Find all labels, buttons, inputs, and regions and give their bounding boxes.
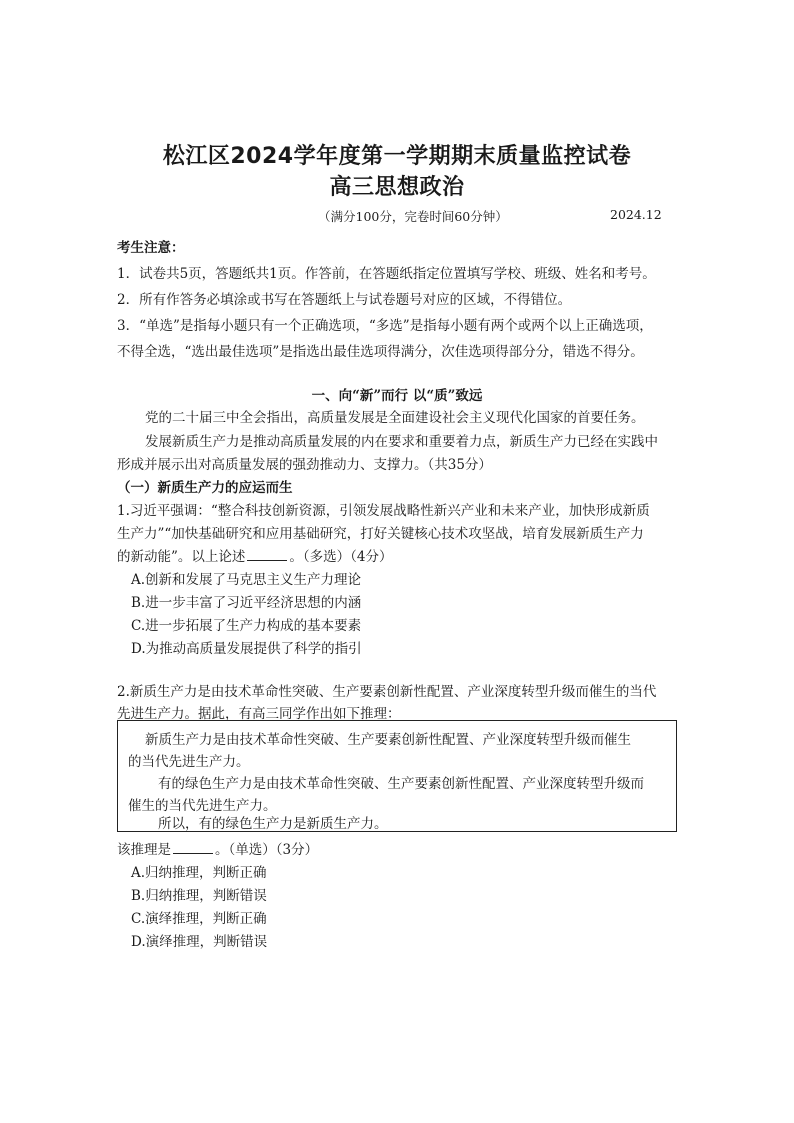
question-1-text: 1.习近平强调：“整合科技创新资源，引领发展战略性新兴产业和未来产业，加快形成新质 [117, 503, 650, 519]
section-intro: 党的二十届三中全会指出，高质量发展是全面建设社会主义现代化国家的首要任务。 [145, 410, 645, 426]
reasoning-line: 所以，有的绿色生产力是新质生产力。 [158, 816, 388, 832]
option-b: B.归纳推理，判断错误 [131, 888, 267, 904]
option-a: A.归纳推理，判断正确 [131, 865, 267, 881]
exam-date: 2024.12 [610, 207, 662, 222]
section-intro: 发展新质生产力是推动高质量发展的内在要求和重要着力点，新质生产力已经在实践中 [145, 434, 658, 450]
exam-subject: 高三思想政治 [329, 175, 465, 200]
question-2-text: 2.新质生产力是由技术革命性突破、生产要素创新性配置、产业深度转型升级而催生的当代 [117, 684, 657, 700]
option-b: B.进一步丰富了习近平经济思想的内涵 [131, 595, 362, 611]
answer-blank [173, 841, 213, 854]
option-d: D.为推动高质量发展提供了科学的指引 [131, 641, 362, 657]
section-intro: 形成并展示出对高质量发展的强劲推动力、支撑力。（共35分） [117, 457, 492, 473]
notice-heading: 考生注意： [117, 240, 185, 256]
option-c: C.演绎推理，判断正确 [131, 911, 267, 927]
answer-blank [247, 548, 287, 561]
question-1-stem: 的新动能”。以上论述 。（多选）（4分） [117, 549, 393, 565]
reasoning-line: 有的绿色生产力是由技术革命性突破、生产要素创新性配置、产业深度转型升级而 [158, 776, 644, 792]
notice-item: 不得全选，“选出最佳选项”是指选出最佳选项得满分，次佳选项得部分分，错选不得分。 [117, 344, 644, 360]
section-title: 一、向“新”而行 以“质”致远 [311, 388, 483, 404]
option-c: C.进一步拓展了生产力构成的基本要素 [131, 618, 362, 634]
score-info: （满分100分，完卷时间60分钟） [318, 209, 508, 224]
option-a: A.创新和发展了马克思主义生产力理论 [131, 572, 362, 588]
option-d: D.演绎推理，判断错误 [131, 934, 268, 950]
question-2-text: 先进生产力。据此，有高三同学作出如下推理： [117, 706, 401, 722]
reasoning-line: 的当代先进生产力。 [128, 754, 250, 770]
notice-item: 3．“单选”是指每小题只有一个正确选项，“多选”是指每小题有两个或两个以上正确选项， [117, 318, 653, 334]
notice-item: 2．所有作答务必填涂或书写在答题纸上与试卷题号对应的区域，不得错位。 [117, 292, 572, 308]
question-2-stem: 该推理是 。（单选）（3分） [117, 842, 319, 858]
reasoning-line: 新质生产力是由技术革命性突破、生产要素创新性配置、产业深度转型升级而催生 [145, 732, 631, 748]
subsection-title: （一）新质生产力的应运而生 [117, 480, 293, 496]
reasoning-line: 催生的当代先进生产力。 [128, 798, 277, 814]
question-1-text: 生产力”“加快基础研究和应用基础研究，打好关键核心技术攻坚战，培育发展新质生产力 [117, 526, 644, 542]
notice-item: 1．试卷共5页，答题纸共1页。作答前，在答题纸指定位置填写学校、班级、姓名和考号。 [117, 266, 656, 282]
exam-title: 松江区2024学年度第一学期期末质量监控试卷 [162, 144, 632, 169]
